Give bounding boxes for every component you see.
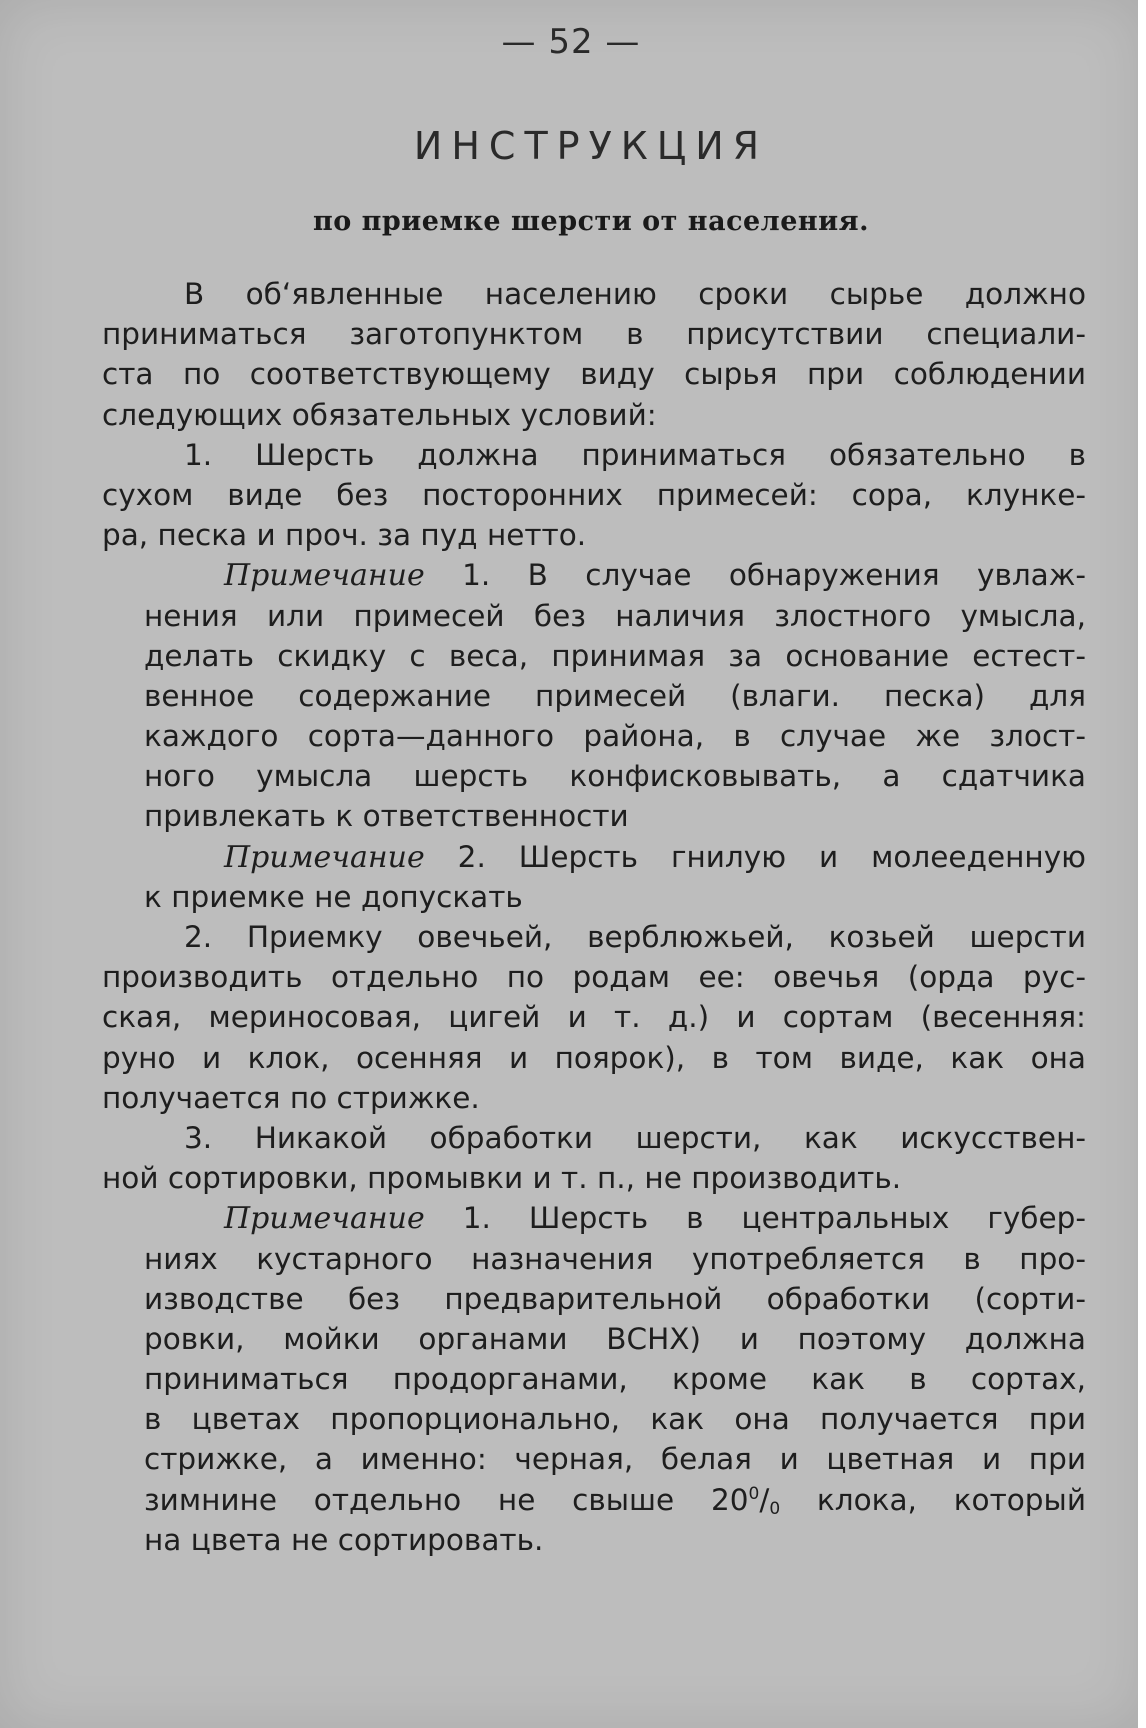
text-line: на цвета не сортировать. — [144, 1522, 544, 1557]
note-line — [102, 1198, 1086, 1238]
text-line: приниматься заготопунктом в присутствии специали- — [102, 317, 1086, 352]
note-label: Примечание — [224, 558, 425, 594]
page-edge — [1138, 0, 1142, 1728]
note-text: зимнине отдельно не свыше 20 — [144, 1482, 749, 1517]
note-text: 2. Шерсть гнилую и молееденную — [457, 839, 1086, 874]
note-text: 1. Шерсть в центральных губер- — [462, 1201, 1086, 1236]
text-line: приниматься продорганами, кроме как в сортах, — [144, 1362, 1086, 1397]
text-line: делать скидку с веса, принимая за основание естест- — [144, 638, 1086, 673]
text-line: каждого сорта—данного района, в случае же злост- — [144, 719, 1086, 754]
text-line: ста по соответствующему виду сырья при соблюдении — [102, 357, 1086, 392]
text-line: нения или примесей без наличия злостного умысла, — [144, 598, 1086, 633]
text-line: сухом виде без посторонних примесей: сора, клунке- — [102, 477, 1086, 512]
note-text: клока, который — [780, 1482, 1086, 1517]
text-line: венное содержание примесей (влаги. песка) для — [144, 678, 1086, 713]
text-line: к приемке не допускать — [144, 879, 523, 914]
text-line: 2. Приемку овечьей, верблюжьей, козьей шерсти — [184, 920, 1086, 954]
percent-slash: / — [759, 1482, 770, 1517]
text-line: 1. Шерсть должна приниматься обязательно в — [184, 437, 1086, 472]
percent-sub: 0 — [769, 1498, 781, 1519]
text-line: руно и клок, осенняя и поярок), в том виде, как она — [102, 1040, 1086, 1075]
text-line: ной сортировки, промывки и т. п., не производить. — [102, 1161, 902, 1196]
text-line: ниях кустарного назначения употребляется в про- — [144, 1241, 1086, 1276]
text-line: ровки, мойки органами ВСНХ) и поэтому должна — [144, 1321, 1086, 1356]
page-number: — 52 — — [501, 22, 641, 62]
text-line: ра, песка и проч. за пуд нетто. — [102, 518, 587, 553]
page-subtitle: по приемке шерсти от населения. — [312, 206, 870, 237]
text-line: производить отдельно по родам ее: овечья (орда рус- — [102, 960, 1086, 995]
text-line: В об‘явленные населению сроки сырье должно — [184, 277, 1086, 311]
text-line: следующих обязательных условий: — [102, 397, 657, 432]
text-line: в цветах пропорционально, как она получается при — [144, 1402, 1086, 1437]
note-label: Примечание — [224, 839, 425, 875]
note-line — [102, 555, 1086, 595]
body-text — [102, 274, 1086, 1560]
text-line: 3. Никакой обработки шерсти, как искусствен- — [184, 1120, 1086, 1155]
text-line: стрижке, а именно: черная, белая и цветная и при — [144, 1442, 1086, 1477]
note-text: 1. В случае обнаружения увлаж- — [462, 558, 1086, 593]
note-label: Примечание — [224, 1201, 425, 1237]
text-line: получается по стрижке. — [102, 1080, 480, 1115]
note-line — [102, 837, 1086, 877]
percent-sup: 0 — [748, 1483, 760, 1504]
text-line: привлекать к ответственности — [144, 799, 629, 834]
text-line: ного умысла шерсть конфисковывать, а сдатчика — [144, 759, 1086, 794]
text-line: ская, мериносовая, цигей и т. д.) и сортам (весенняя: — [102, 1000, 1086, 1035]
text-line: изводстве без предварительной обработки (сорти- — [144, 1281, 1086, 1316]
page-title: ИНСТРУКЦИЯ — [413, 124, 769, 168]
percent-line — [102, 1480, 1086, 1520]
